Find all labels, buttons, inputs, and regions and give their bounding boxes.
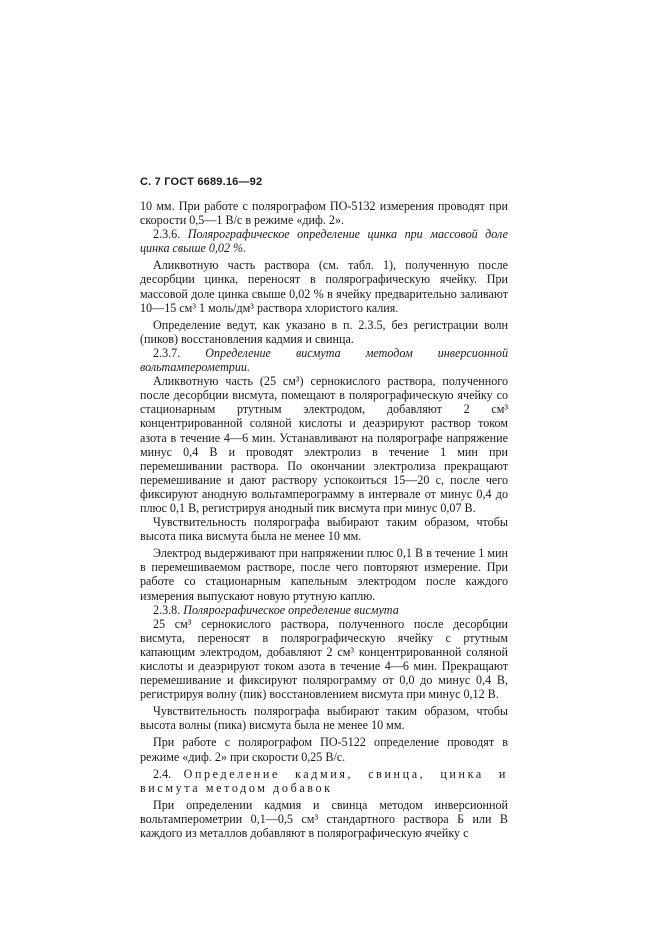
paragraph: 10 мм. При работе с полярографом ПО-5132 измерения проводят при скорости 0,5—1 В/с в режиме «диф. 2». bbox=[140, 199, 508, 228]
paragraph: При определении кадмия и свинца методом инверсионной вольтамперометрии 0,1—0,5 см³ стандартного раствора Б или В каждого из металлов добавляют в полярографическую ячейку с bbox=[140, 797, 508, 841]
paragraph: Аликвотную часть (25 см³) сернокислого раствора, полученного после десорбции висмута, помещают в полярографическую ячейку со стационарным ртутным электродом, добавляют 2 см³ концентрированной соляной кислоты и деаэрируют раствор током азота в течение 4—6 мин. Устанавливают на полярографе напряжение минус 0,4 В и проводят электролиз в течение 1 мин при перемешивании раствора. По окончании электролиза прекращают перемешивание и дают раствору успокоиться 15—20 с, после чего фиксируют анодную вольтамперограмму в интервале от минус 0,4 до плюс 0,1 В, регистрируя анодный пик висмута при минус 0,07 В. bbox=[140, 374, 508, 515]
section-heading-2-3-8 bbox=[140, 603, 508, 617]
section-number: 2.4. bbox=[153, 766, 172, 781]
paragraph: При работе с полярографом ПО-5122 определение проводят в режиме «диф. 2» при скорости 0,25 В/с. bbox=[140, 735, 508, 764]
paragraph: Электрод выдерживают при напряжении плюс 0,1 В в течение 1 мин в перемешиваемом растворе, после чего повторяют измерение. При работе со стационарным капельным электродом после каждого измерения выпускают новую ртутную каплю. bbox=[140, 546, 508, 603]
paragraph: Чувствительность полярографа выбирают таким образом, чтобы высота волны (пика) висмута была не менее 10 мм. bbox=[140, 704, 508, 733]
section-title: Полярографическое определение цинка при массовой доле цинка свыше 0,02 %. bbox=[140, 227, 508, 256]
section-heading-2-4 bbox=[140, 767, 508, 795]
document-page bbox=[140, 176, 508, 840]
paragraph: 25 см³ сернокислого раствора, полученного после десорбции висмута, переносят в полярографическую ячейку с ртутным капающим электродом, добавляют 2 см³ концентрированной соляной кислоты и деаэрируют током азота в течение 4—6 мин. Прекращают перемешивание и фиксируют полярограмму от 0,0 до минус 0,4 В, регистрируя волну (пик) восстановлением висмута при минус 0,12 В. bbox=[140, 616, 508, 702]
section-title: Определение висмута методом инверсионной вольтамперометрии. bbox=[140, 345, 508, 375]
section-title: Определение кадмия, свинца, цинка и висмута методом добавок bbox=[140, 766, 508, 795]
section-number: 2.3.8. bbox=[153, 602, 181, 617]
section-heading-2-3-6 bbox=[140, 227, 508, 255]
paragraph: Определение ведут, как указано в п. 2.3.5, без регистрации волн (пиков) восстановления кадмия и свинца. bbox=[140, 317, 508, 346]
paragraph: Чувствительность полярографа выбирают таким образом, чтобы высота пика висмута была не менее 10 мм. bbox=[140, 515, 508, 544]
page-header: С. 7 ГОСТ 6689.16—92 bbox=[140, 176, 263, 188]
paragraph: Аликвотную часть раствора (см. табл. 1), полученную после десорбции цинка, переносят в полярографическую ячейку. При массовой доле цинка свыше 0,02 % в ячейку предварительно заливают 10—15 см³ 1 моль/дм³ раствора хлористого калия. bbox=[140, 258, 508, 315]
section-number: 2.3.7. bbox=[153, 345, 181, 360]
section-number: 2.3.6. bbox=[153, 227, 181, 242]
section-title: Полярографическое определение висмута bbox=[183, 602, 399, 617]
section-heading-2-3-7 bbox=[140, 346, 508, 374]
